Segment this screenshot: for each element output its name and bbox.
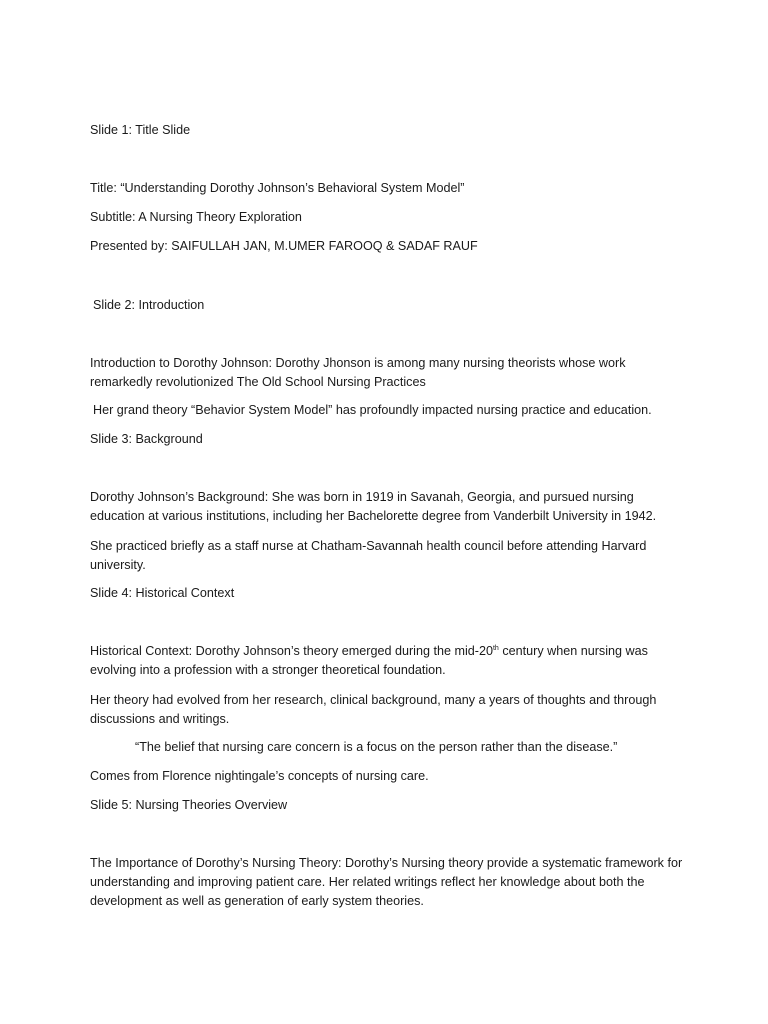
slide2-heading: Slide 2: Introduction	[93, 298, 205, 312]
slide1-heading: Slide 1: Title Slide	[90, 123, 191, 137]
subtitle-line: Subtitle: A Nursing Theory Exploration	[90, 210, 302, 224]
slide4-heading: Slide 4: Historical Context	[90, 586, 235, 600]
historical-text-start: Historical Context: Dorothy Johnson’s theory emerged during the mid-20	[90, 644, 493, 658]
quote-paragraph: “The belief that nursing care concern is a focus on the person rather than the disease.”	[135, 740, 618, 754]
grand-theory-paragraph: Her grand theory “Behavior System Model” has profoundly impacted nursing practice and education.	[93, 403, 652, 417]
ordinal-superscript: th	[492, 644, 499, 652]
intro-paragraph: Introduction to Dorothy Johnson: Dorothy Jhonson is among many nursing theorists whose work remarkedly revolutionized The Old School Nursing Practices	[90, 356, 626, 389]
staff-nurse-paragraph: She practiced briefly as a staff nurse at Chatham-Savannah health council before attending Harvard university.	[90, 539, 647, 572]
historical-text-end: century when nursing was evolving into a profession with a stronger theoretical foundation.	[90, 644, 648, 677]
nightingale-paragraph: Comes from Florence nightingale’s concepts of nursing care.	[90, 769, 429, 783]
background-paragraph: Dorothy Johnson’s Background: She was born in 1919 in Savanah, Georgia, and pursued nursing education at various institutions, including her Bachelorette degree from Vanderbilt University in 1942.	[90, 490, 657, 523]
evolved-paragraph: Her theory had evolved from her research, clinical background, many a years of thoughts and through discussions and writings.	[90, 693, 657, 726]
presented-by-line: Presented by: SAIFULLAH JAN, M.UMER FAROOQ & SADAF RAUF	[90, 239, 478, 253]
importance-paragraph: The Importance of Dorothy’s Nursing Theory: Dorothy’s Nursing theory provide a systematic framework for understanding and improving patient care. Her related writings reflect her knowledge about both the development as well as generation of early system theories.	[90, 856, 683, 908]
title-line: Title: “Understanding Dorothy Johnson’s Behavioral System Model”	[90, 181, 465, 195]
historical-context-paragraph	[90, 642, 690, 680]
slide3-heading: Slide 3: Background	[90, 432, 203, 446]
slide5-heading: Slide 5: Nursing Theories Overview	[90, 798, 288, 812]
